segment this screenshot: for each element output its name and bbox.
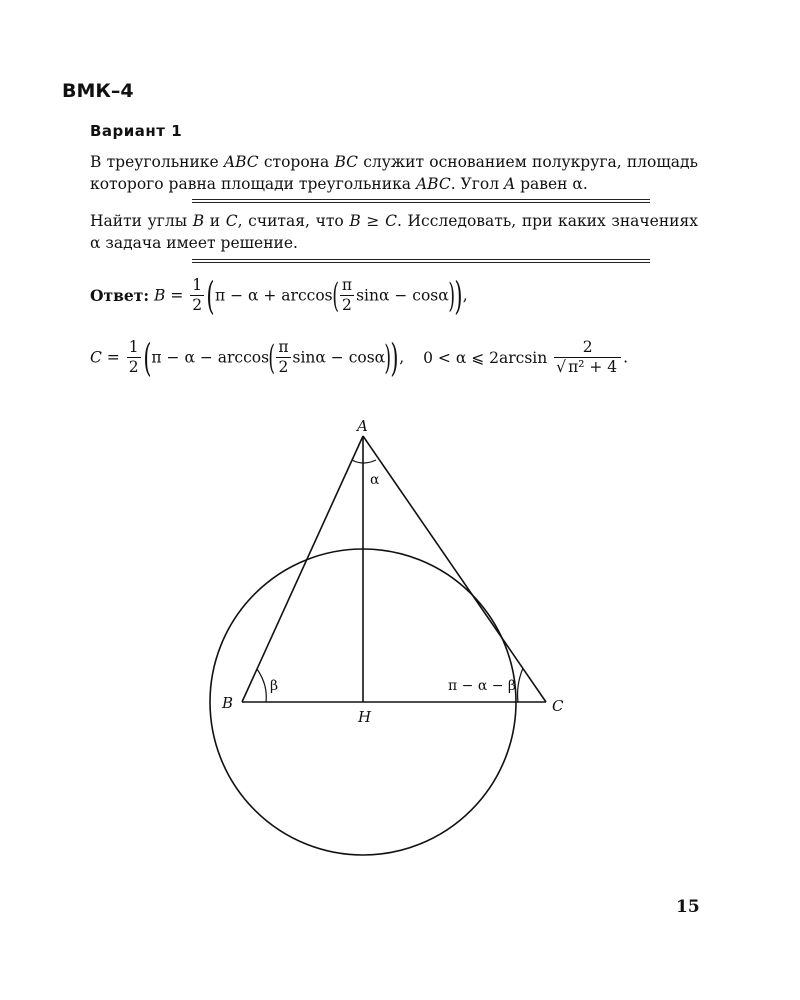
angle-arc-B (257, 669, 266, 702)
angle-label-beta: β (270, 678, 279, 694)
divider-rule (192, 199, 650, 203)
b-part: π − α + arccos (214, 286, 333, 305)
geometry-figure (200, 410, 600, 870)
page-number: 15 (676, 897, 700, 917)
c-part: π − α − arccos (151, 348, 270, 367)
alpha-condition: 0 < α ⩽ 2arcsin (423, 348, 548, 367)
inner-expr: sinα − cosα (356, 286, 449, 305)
pi-half-fraction: $\frac{\pi}{2}$ (278, 338, 289, 376)
inner-expr: sinα − cosα (292, 348, 386, 367)
angle-label-alpha: α (370, 472, 380, 488)
label-H: H (358, 708, 372, 726)
problem-statement: В треугольнике ABC сторона BC служит основанием полукруга, площадь которого равна площади треугольника ABC. Угол A равен α. (90, 153, 698, 193)
pi-half-fraction: $\frac{\pi}{2}$ (341, 276, 353, 314)
C-lhs: C = (90, 348, 120, 367)
half-fraction: $\frac{1}{2}$ (192, 276, 203, 314)
divider-rule (192, 259, 650, 263)
answer-B: Ответ: B = $\frac{1}{2}$ (π − α + arccos( $\frac{\pi}{2}$ sinα − cosα)), (90, 273, 468, 318)
answer-label: Ответ: (90, 286, 150, 305)
section-heading: ВМК–4 (62, 80, 134, 102)
side-AC (363, 436, 546, 702)
angle-arc-C (518, 668, 523, 702)
answer-C: C = $\frac{1}{2}$ (π − α − arccos( $\frac{\pi}{2}$ sinα − cosα)), 0 < α ⩽ 2arcsin $\frac{2}{\text{√ π² + 4}}$ . (90, 335, 629, 380)
problem-question: Найти углы B и C, считая, что B ≥ C. Исследовать, при каких значениях α задача имеет решение. (90, 212, 699, 252)
variant-title: Вариант 1 (90, 122, 183, 140)
B-lhs: B = (154, 286, 184, 305)
side-AB (242, 436, 363, 702)
angle-arc-A (352, 460, 376, 463)
condition-fraction: $\frac{2}{\text{√ π² + 4}}$ (554, 338, 621, 377)
label-B: B (222, 694, 234, 712)
angle-label-C: π − α − β (448, 678, 517, 694)
half-fraction: $\frac{1}{2}$ (128, 338, 139, 376)
label-A: A (357, 417, 368, 435)
label-C: C (552, 697, 564, 715)
